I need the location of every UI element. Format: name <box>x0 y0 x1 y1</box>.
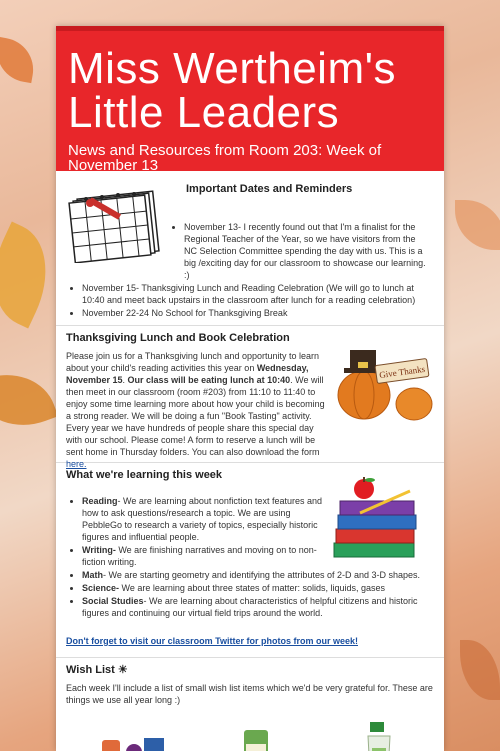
dates-list <box>66 221 434 320</box>
list-item: • November 13- I recently found out that I'm a finalist for the Regional Teacher of the Year, so we have visitors from the NC Selection Committee spending the day with us. This is a big /exciting day for our classroom to showcase our learning. :) <box>184 221 430 281</box>
pumpkin-icon <box>336 340 434 422</box>
list-item: • Science- We are learning about three states of matter: solids, liquids, gases <box>82 582 434 594</box>
newsletter-header <box>56 26 444 174</box>
dates-heading-wrap <box>186 181 434 195</box>
wish-products <box>66 714 434 751</box>
lunch-date: Wednesday, November 15 <box>66 363 309 385</box>
wish-section <box>66 664 434 751</box>
leaf-decoration <box>0 37 38 83</box>
learning-section <box>66 469 434 629</box>
lunch-text: . We will then meet in our classroom (room #203) from 11:10 to 11:40 to enjoy some time learning more about how your child is becoming a strong reader. We will be doing a fun "Book Tasting" activity. Every year we have hundreds of people share this special day with our school. Please come! A form to reserve a lunch will be sent home in Thursday folders. You can also download the form <box>66 375 325 457</box>
newsletter-content <box>56 171 444 751</box>
sun-icon: ☀ <box>117 664 128 676</box>
twitter-link[interactable]: Don't forget to visit our classroom Twitter for photos from our week! <box>66 636 358 646</box>
list-item: • November 15- Thanksgiving Lunch and Reading Celebration (We will go to lunch at 10:40 and meet back upstairs in the classroom after lunch for a reading celebration) <box>82 282 430 306</box>
list-item: • Math- We are starting geometry and identifying the attributes of 2-D and 3-D shapes. <box>82 569 434 581</box>
lunch-heading: Thanksgiving Lunch and Book Celebration <box>66 332 290 344</box>
wish-text: Each week I'll include a list of small wish list items which we'd be very grateful for. These are things we use all year long :) <box>66 683 433 705</box>
newsletter-title: Miss Wertheim's Little Leaders <box>68 44 397 137</box>
list-item: • November 22-24 No School for Thanksgiving Break <box>82 307 434 319</box>
wipes-icon <box>242 730 270 751</box>
list-item: • Social Studies- We are learning about characteristics of helpful citizens and historic figures and continuing our virtual field trips around the world. <box>82 595 434 619</box>
give-thanks-sign: Give Thanks <box>378 363 426 381</box>
spray-bottle-icon <box>364 722 394 751</box>
leaf-decoration <box>455 200 500 250</box>
twitter-link-wrap <box>66 635 434 647</box>
lunch-time: Our class will be eating lunch at 10:40 <box>127 375 291 385</box>
download-form-link[interactable]: here. <box>66 459 87 469</box>
section-divider <box>56 325 444 326</box>
dates-heading: Important Dates and Reminders <box>186 183 353 195</box>
newsletter-card <box>56 26 444 751</box>
learning-heading: What we're learning this week <box>66 469 223 481</box>
lunch-text: . <box>122 375 128 385</box>
dates-section <box>66 181 434 317</box>
books-apple-icon <box>330 477 422 563</box>
leaf-decoration <box>0 360 58 440</box>
section-divider <box>56 657 444 658</box>
lunch-section <box>66 332 434 469</box>
lunch-paragraph <box>66 350 330 470</box>
list-item: • Writing- We are finishing narratives and moving on to non-fiction writing. <box>82 544 322 568</box>
snacks-icon <box>72 734 176 751</box>
wish-heading: Wish List ☀ <box>66 664 128 676</box>
lunch-text: Please join us for a Thanksgiving lunch and opportunity to learn about your child's reading activities this year on <box>66 351 319 373</box>
newsletter-subtitle: News and Resources from Room 203: Week of November 13 <box>68 142 382 174</box>
learning-list <box>66 495 420 619</box>
list-item: • Reading- We are learning about nonfiction text features and how to ask questions/research a topic. We are using PebbleGo to research a variety of topics, especially historic figures and influential people. <box>82 495 322 543</box>
leaf-decoration <box>460 640 500 700</box>
